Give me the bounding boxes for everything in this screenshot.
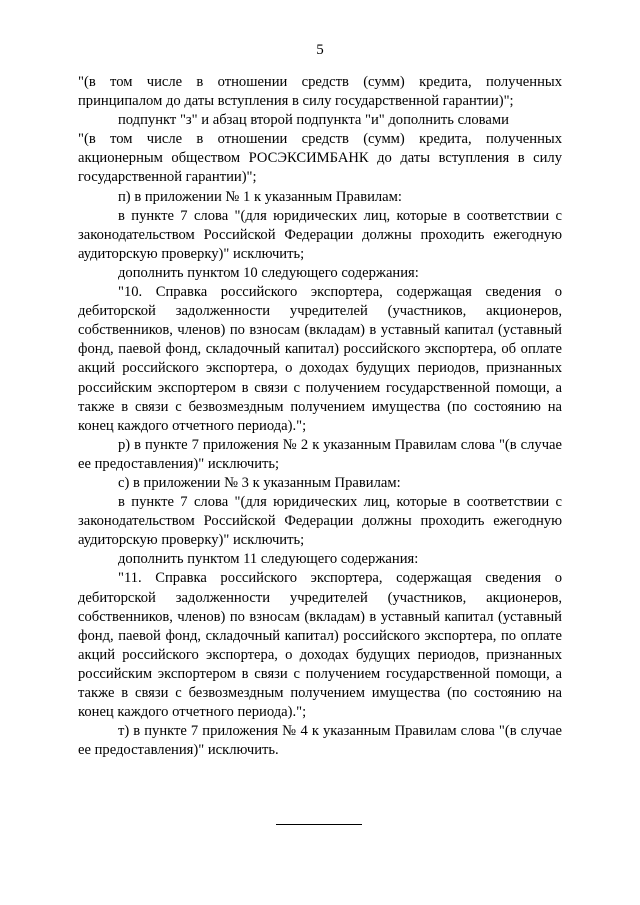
paragraph: дополнить пунктом 11 следующего содержания: (118, 551, 419, 568)
paragraph: подпункт "з" и абзац второй подпункта "и" дополнить словами (118, 112, 509, 129)
document-body (78, 73, 562, 760)
end-divider-line (276, 824, 362, 825)
paragraph-item-11: "11. Справка российского экспортера, содержащая сведения о дебиторской задолженности учредителей (участников, акционеров, собственников, членов) по взносам (вкладам) в уставный капитал (уставный фонд, паевой фонд, складочный капитал) российского экспортера, по оплате акций российского экспортера, о доходах будущих периодов, признанных российским экспортером в связи с получением государственной помощи, а также в связи с безвозмездным получением имущества (по состоянию на конец каждого отчетного периода)."; (78, 570, 562, 721)
page-number: 5 (316, 42, 324, 58)
paragraph-subitem-r: р) в пункте 7 приложения № 2 к указанным Правилам слова "(в случае ее предоставления)" исключить; (78, 436, 562, 472)
paragraph-item-10: "10. Справка российского экспортера, содержащая сведения о дебиторской задолженности учредителей (участников, акционеров, собственников, членов) по взносам (вкладам) в уставный капитал (уставный фонд, паевой фонд, складочный капитал) российского экспортера, об оплате акций российского экспортера, о доходах будущих периодов, признанных российским экспортером в связи с получением государственной помощи, а также в связи с безвозмездным получением имущества (по состоянию на конец каждого отчетного периода)."; (78, 284, 562, 434)
paragraph-subitem-s: с) в приложении № 3 к указанным Правилам: (118, 474, 401, 491)
paragraph-subitem-t: т) в пункте 7 приложения № 4 к указанным Правилам слова "(в случае ее предоставления)" исключить. (78, 723, 562, 759)
paragraph: в пункте 7 слова "(для юридических лиц, которые в соответствии с законодательством Российской Федерации должны проходить ежегодную аудиторскую проверку)" исключить; (78, 207, 562, 262)
paragraph-continuation: "(в том числе в отношении средств (сумм) кредита, полученных акционерным обществом РОСЭКСИМБАНК до даты вступления в силу государственной гарантии)"; (78, 131, 562, 186)
paragraph: в пункте 7 слова "(для юридических лиц, которые в соответствии с законодательством Российской Федерации должны проходить ежегодную аудиторскую проверку)" исключить; (78, 494, 562, 549)
paragraph: дополнить пунктом 10 следующего содержания: (118, 264, 419, 281)
paragraph-continuation: "(в том числе в отношении средств (сумм) кредита, полученных принципалом до даты вступления в силу государственной гарантии)"; (78, 74, 562, 110)
paragraph-subitem-p: п) в приложении № 1 к указанным Правилам: (118, 188, 402, 205)
